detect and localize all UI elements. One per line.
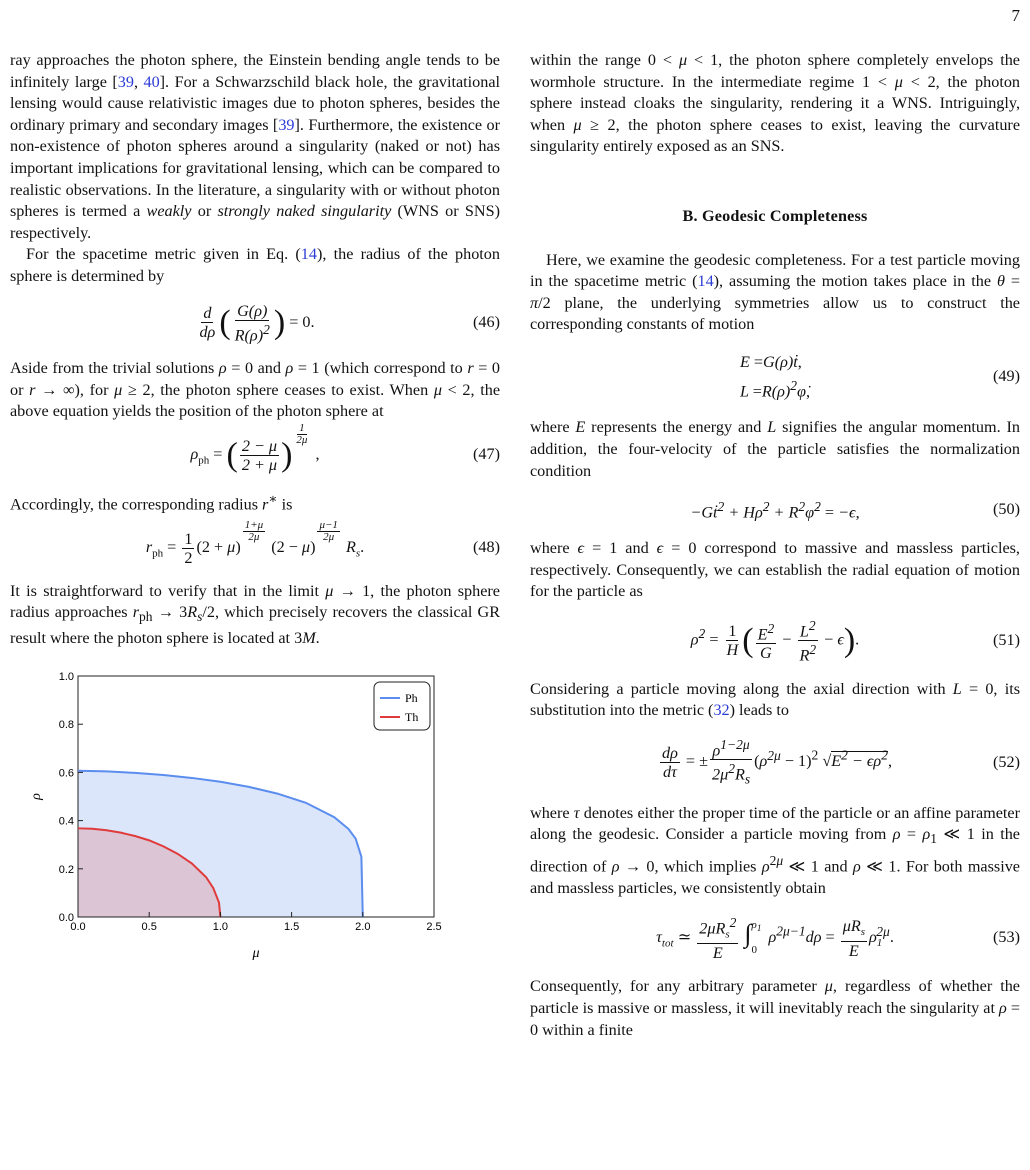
- x-tick-label: 0.5: [141, 920, 157, 933]
- x-tick-label: 2.0: [355, 920, 371, 933]
- eq46-number: (46): [473, 312, 500, 331]
- x-tick-label: 1.5: [283, 920, 300, 933]
- y-tick-label: 0.6: [58, 767, 74, 780]
- citation-39b[interactable]: 39: [278, 115, 295, 134]
- left-column: [10, 50, 500, 968]
- eq-ref-14b[interactable]: 14: [697, 272, 714, 291]
- eq51-number: (51): [993, 630, 1020, 649]
- paragraph-photon-lensing: ray approaches the photon sphere, the Einstein bending angle tends to be infinitely large [39, 40]. For a Schwarzschild black hole, the gravitational lensing would cause relativistic images due to photon spheres, besides the ordinary primary and secondary images [39]. Furthermore, the existence or non-existence of photon spheres around a singularity (naked or not) has important implications for gravitational lensing, which can be compared to realistic observations. In the literature, a singularity with or without photon spheres is termed a weakly or strongly naked singularity (WNS or SNS) respectively.: [10, 51, 501, 242]
- y-tick-label: 0.8: [58, 718, 74, 731]
- right-column: [530, 50, 1020, 1041]
- eq48-number: (48): [473, 538, 500, 557]
- paragraph-axial: Considering a particle moving along the axial direction with L = 0, its substitution into the metric (32) leads to: [530, 679, 1020, 720]
- x-tick-label: 0.0: [70, 920, 86, 933]
- citation-39[interactable]: 39: [117, 72, 134, 91]
- y-axis-label: ρ: [29, 792, 44, 800]
- citation-40[interactable]: 40: [143, 72, 160, 91]
- equation-49: E =G(ρ)ṫ, $L =R(\rho)^2\varphi̇$, (49): [739, 352, 1020, 401]
- y-tick-label: 1.0: [58, 670, 74, 683]
- chart-svg: [10, 670, 500, 962]
- paragraph-tau: where τ denotes either the proper time of the particle or an affine parameter along the geodesic. Consider a particle moving from $\rho = \rho_1$ ≪ 1 in the direction of ρ → 0, which implies $\rho^{2\mu}$ ≪ 1 and ρ ≪ 1. For both massive and massless particles, we consistently obtain: [530, 803, 1020, 898]
- paragraph-gr-limit: It is straightforward to verify that in the limit μ → 1, the photon sphere radius approaches $r_{ph} \to 3R_s/2$, which precisely recovers the classical GR result where the photon sphere is located at 3M.: [10, 581, 500, 648]
- eq-ref-32[interactable]: 32: [713, 701, 730, 720]
- legend-box: [374, 682, 430, 730]
- paragraph-trivial-solutions: Aside from the trivial solutions ρ = 0 and ρ = 1 (which correspond to r = 0 or r → ∞), for μ ≥ 2, the photon sphere ceases to exist. When μ < 2, the above equation yields the position of the photon sphere at: [10, 358, 501, 421]
- equation-53: $\tau_{tot}$ ≃ $\frac{2\mu R_s^2}{E}$ ∫ $\rho_1$ 0 $\rho^{2\mu-1}d\rho$ = $\frac{\mu R_s}{E}$ $\rho_1^{2\mu}$. (53): [656, 914, 1020, 963]
- eq50-number: (50): [993, 500, 1020, 519]
- paragraph-radius: Accordingly, the corresponding radius r∗ is: [10, 490, 293, 514]
- paragraph-metric-radius: For the spacetime metric given in Eq. (14), the radius of the photon sphere is determined by: [10, 245, 500, 285]
- x-axis-label: μ: [252, 945, 260, 961]
- equation-52: $\frac{d\rho}{d\tau}$ = ± $\frac{\rho^{1-2\mu}}{2\mu^2R_s}$ $(\rho^{2\mu} - 1)^2$ $√E^2 - \epsilon\rho^2$, (52): [662, 736, 1020, 787]
- equation-47: $\rho_{ph}$ = ( $\frac{2 - \mu}{2 + \mu}$ ) $\frac{1}{2\mu}$ , (47): [190, 421, 500, 474]
- paragraph-energy: where E represents the energy and L signifies the angular momentum. In addition, the four-velocity of the particle satisfies the normalization condition: [530, 418, 1020, 480]
- x-tick-label: 2.5: [426, 920, 442, 933]
- page-number: 7: [1011, 6, 1020, 25]
- paragraph-epsilon: where ϵ = 1 and ϵ = 0 correspond to massive and massless particles, respectively. Consequently, we can establish the radial equation of motion for the particle as: [530, 539, 1020, 601]
- paragraph-range: within the range 0 < μ < 1, the photon sphere completely envelops the wormhole structure. In the intermediate regime 1 < μ < 2, the photon sphere instead cloaks the singularity, rendering it a WNS. Intriguingly, when μ ≥ 2, the photon sphere ceases to exist, leaving the curvature singularity entirely exposed as an SNS.: [530, 51, 1021, 156]
- eq53-number: (53): [993, 928, 1020, 947]
- equation-50: −Gṫ$^2$ + Hρ̇$^2$ + $R^2\varphi̇^2 = -\epsilon$, (50): [690, 499, 1020, 522]
- equation-51: ρ̇$^2$ = $\frac{1}{H}$ ( $\frac{E^2}{G}$ − $\frac{L^2}{R^2}$ − ϵ). (51): [690, 617, 1020, 665]
- x-tick-label: 1.0: [212, 920, 229, 933]
- eq-ref-14[interactable]: 14: [300, 245, 317, 264]
- eq49-number: (49): [993, 366, 1020, 385]
- eq52-number: (52): [993, 752, 1020, 771]
- equation-48: $r_{ph}$ = $\frac{1}{2}$ (2 + μ) $\frac{1+\mu}{2\mu}$ (2 − μ) $\frac{\mu-1}{2\mu}$ $R_s$. (48): [145, 518, 500, 567]
- y-tick-label: 0.2: [58, 863, 74, 876]
- photon-sphere-chart: [10, 670, 500, 969]
- paragraph-conclusion: Consequently, for any arbitrary parameter μ, regardless of whether the particle is massive or massless, it will inevitably reach the singularity at ρ = 0 within a finite: [530, 977, 1020, 1039]
- y-tick-label: 0.0: [58, 911, 74, 924]
- legend-label-ph: Ph: [405, 690, 418, 705]
- y-tick-label: 0.4: [58, 815, 74, 828]
- paragraph-geodesic: Here, we examine the geodesic completeness. For a test particle moving in the spacetime metric (14), assuming the motion takes place in the θ = π/2 plane, the underlying symmetries allow us to construct the corresponding constants of motion: [530, 250, 1020, 334]
- section-title: B. Geodesic Completeness: [682, 206, 868, 225]
- eq47-number: (47): [473, 445, 500, 464]
- legend-label-th: Th: [405, 709, 419, 724]
- equation-46: $\frac{d}{d\rho}$ ( $\frac{G(\rho)}{R(\rho)^2}$ ) = 0. (46): [199, 301, 500, 344]
